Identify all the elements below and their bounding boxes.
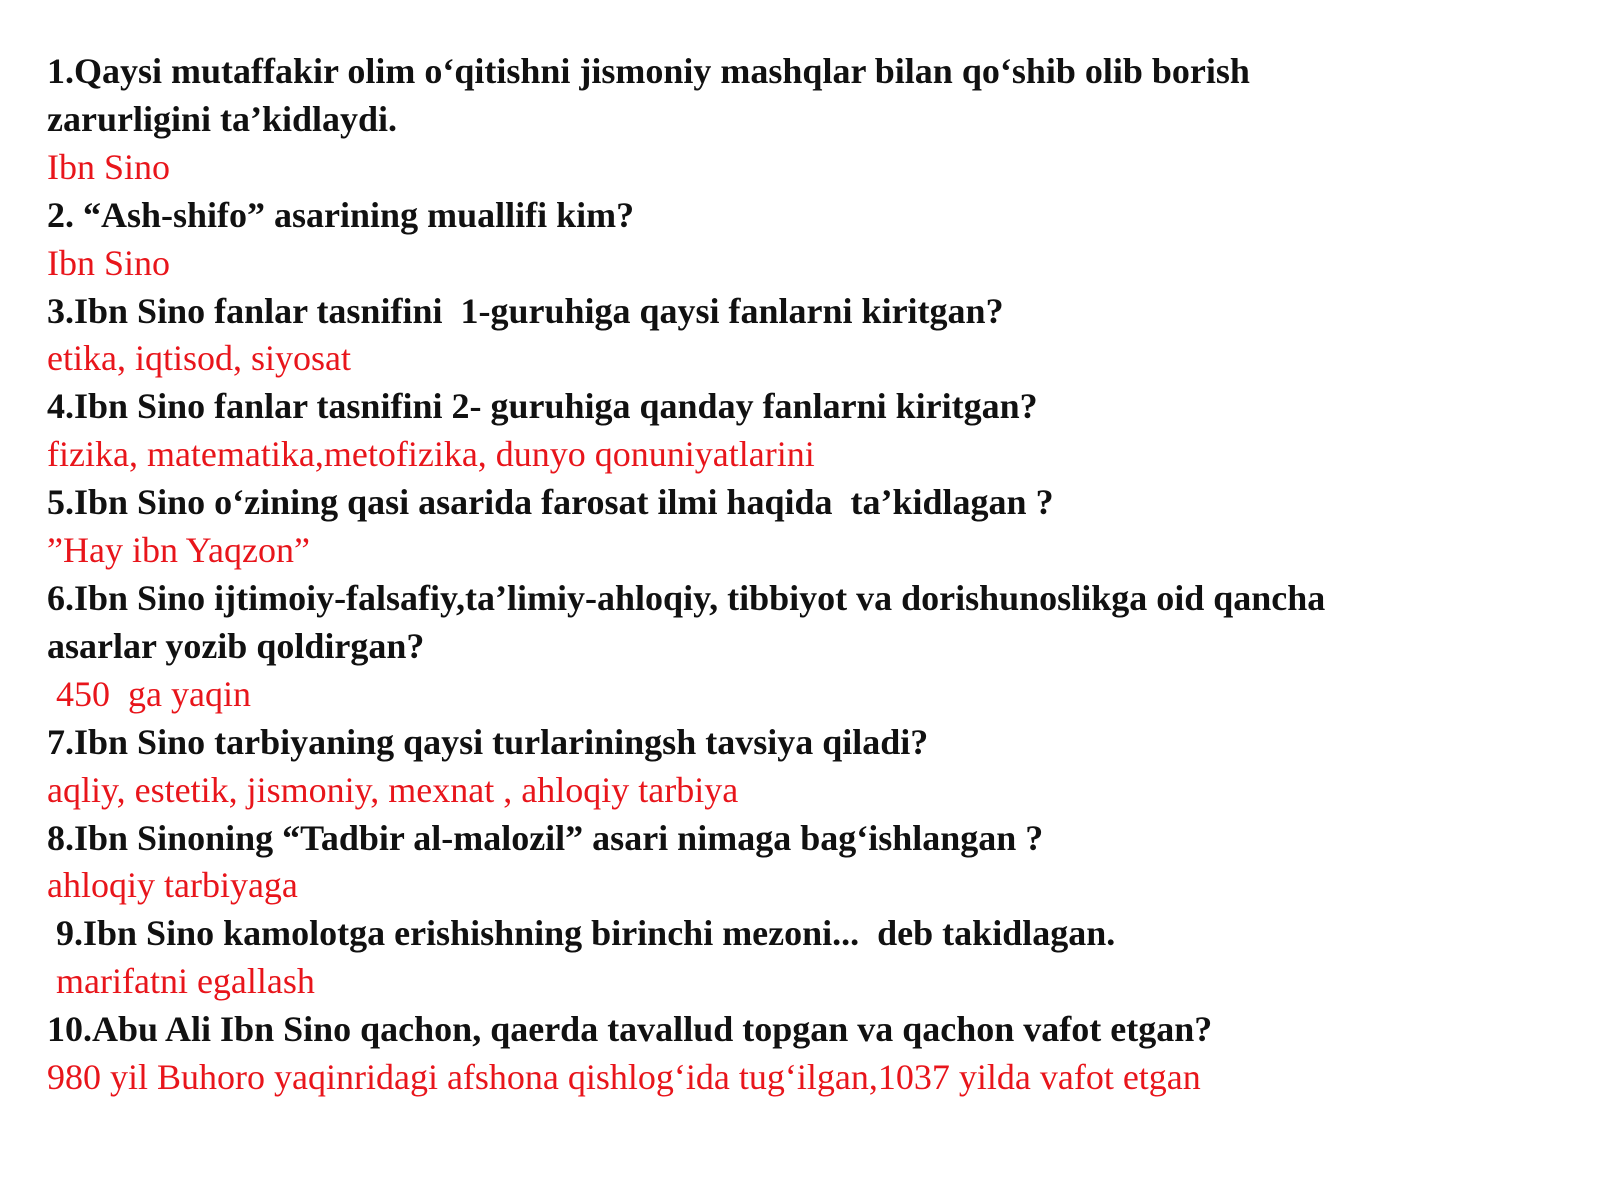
answer-4: fizika, matematika,metofizika, dunyo qonuniyatlarini [47, 434, 815, 475]
quiz-slide [47, 48, 1557, 1102]
question-7: 7.Ibn Sino tarbiyaning qaysi turlariningsh tavsiya qiladi? [47, 721, 929, 762]
answer-8: ahloqiy tarbiyaga [47, 865, 298, 906]
question-2: 2. “Ash-shifo” asarining muallifi kim? [47, 194, 635, 235]
question-6-line-2: asarlar yozib qoldirgan? [47, 625, 425, 666]
answer-1: Ibn Sino [47, 146, 171, 187]
answer-7: aqliy, estetik, jismoniy, mexnat , ahloqiy tarbiya [47, 769, 739, 810]
answer-5: ”Hay ibn Yaqzon” [47, 530, 310, 571]
question-4: 4.Ibn Sino fanlar tasnifini 2- guruhiga qanday fanlarni kiritgan? [47, 386, 1038, 427]
question-9: 9.Ibn Sino kamolotga erishishning birinchi mezoni... deb takidlagan. [47, 913, 1116, 954]
question-5: 5.Ibn Sino o‘zining qasi asarida farosat ilmi haqida ta’kidlagan ? [47, 482, 1054, 523]
question-10: 10.Abu Ali Ibn Sino qachon, qaerda tavallud topgan va qachon vafot etgan? [47, 1009, 1213, 1050]
answer-6: 450 ga yaqin [47, 673, 251, 714]
answer-2: Ibn Sino [47, 242, 171, 283]
question-8: 8.Ibn Sinoning “Tadbir al-malozil” asari nimaga bag‘ishlangan ? [47, 817, 1044, 858]
answer-3: etika, iqtisod, siyosat [47, 338, 351, 379]
answer-9: marifatni egallash [47, 961, 315, 1002]
question-1-line-1: 1.Qaysi mutaffakir olim o‘qitishni jismoniy mashqlar bilan qo‘shib olib borish [47, 51, 1250, 91]
question-1-line-2: zarurligini ta’kidlaydi. [47, 98, 398, 139]
question-3: 3.Ibn Sino fanlar tasnifini 1-guruhiga qaysi fanlarni kiritgan? [47, 290, 1004, 331]
answer-10: 980 yil Buhoro yaqinridagi afshona qishlog‘ida tug‘ilgan,1037 yilda vafot etgan [47, 1057, 1201, 1098]
question-6-line-1: 6.Ibn Sino ijtimoiy-falsafiy,ta’limiy-ahloqiy, tibbiyot va dorishunoslikga oid qancha [47, 577, 1326, 618]
